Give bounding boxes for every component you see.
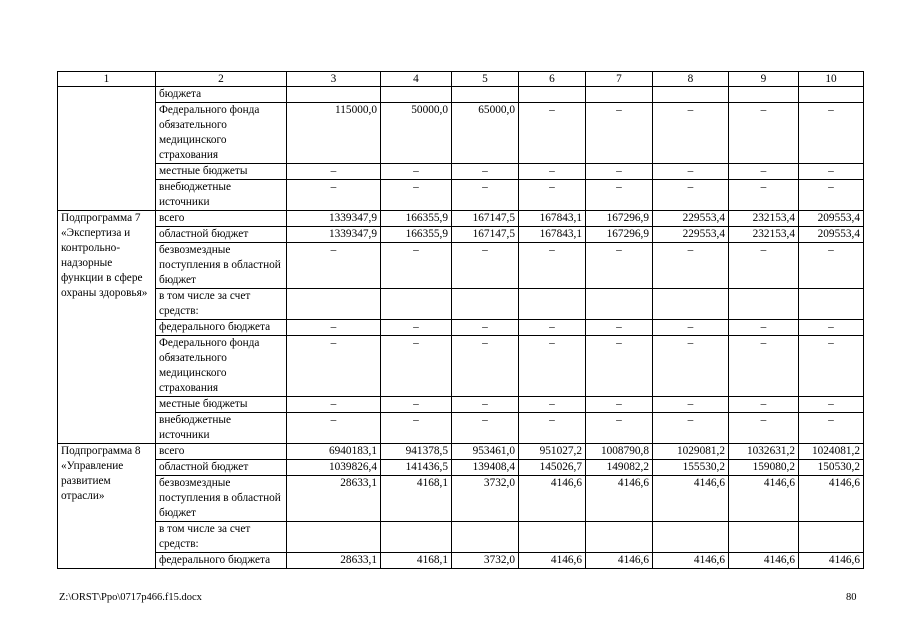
funding-source-label: бюджета (156, 87, 287, 103)
value-cell: – (653, 413, 729, 444)
value-cell: – (799, 413, 864, 444)
value-cell: – (287, 320, 381, 336)
table-row (58, 87, 864, 103)
funding-source-label: федерального бюджета (156, 553, 287, 569)
value-cell: – (519, 243, 586, 289)
value-cell: 4146,6 (586, 553, 653, 569)
table-row (58, 413, 864, 444)
value-cell: 141436,5 (381, 460, 452, 476)
funding-source-label: областной бюджет (156, 460, 287, 476)
funding-source-label: местные бюджеты (156, 164, 287, 180)
table-row (58, 553, 864, 569)
table-row (58, 289, 864, 320)
value-cell: 65000,0 (452, 103, 519, 164)
value-cell: 4168,1 (381, 553, 452, 569)
value-cell: – (519, 180, 586, 211)
value-cell: – (729, 164, 799, 180)
funding-source-label: в том числе за счет средств: (156, 289, 287, 320)
value-cell: – (586, 336, 653, 397)
funding-source-label: безвозмездные поступления в областной бюджет (156, 476, 287, 522)
value-cell (729, 289, 799, 320)
value-cell: – (799, 243, 864, 289)
value-cell: – (799, 336, 864, 397)
value-cell: 6940183,1 (287, 444, 381, 460)
value-cell: 4146,6 (653, 553, 729, 569)
value-cell: – (653, 336, 729, 397)
value-cell: 149082,2 (586, 460, 653, 476)
value-cell: 4146,6 (729, 476, 799, 522)
value-cell: – (586, 243, 653, 289)
value-cell (799, 289, 864, 320)
funding-source-label: областной бюджет (156, 227, 287, 243)
value-cell: – (729, 397, 799, 413)
value-cell (729, 522, 799, 553)
value-cell (287, 289, 381, 320)
value-cell: – (452, 164, 519, 180)
value-cell: 3732,0 (452, 476, 519, 522)
value-cell: 1339347,9 (287, 211, 381, 227)
value-cell: 4146,6 (519, 476, 586, 522)
value-cell: 1024081,2 (799, 444, 864, 460)
value-cell: – (452, 180, 519, 211)
funding-source-label: внебюджетные источники (156, 413, 287, 444)
value-cell: – (729, 103, 799, 164)
value-cell: – (381, 164, 452, 180)
value-cell: 139408,4 (452, 460, 519, 476)
value-cell (729, 87, 799, 103)
column-number: 5 (452, 72, 519, 87)
value-cell: – (381, 397, 452, 413)
value-cell: – (287, 243, 381, 289)
value-cell (799, 87, 864, 103)
value-cell (653, 289, 729, 320)
program-name-cell (58, 87, 156, 211)
value-cell: – (653, 320, 729, 336)
value-cell: – (729, 243, 799, 289)
value-cell: 28633,1 (287, 553, 381, 569)
table-row (58, 211, 864, 227)
table-row (58, 243, 864, 289)
value-cell: 4146,6 (653, 476, 729, 522)
value-cell: 155530,2 (653, 460, 729, 476)
value-cell: – (653, 103, 729, 164)
value-cell: 145026,7 (519, 460, 586, 476)
value-cell: 4168,1 (381, 476, 452, 522)
value-cell: 229553,4 (653, 227, 729, 243)
value-cell: 167843,1 (519, 211, 586, 227)
value-cell: – (729, 180, 799, 211)
value-cell (452, 289, 519, 320)
value-cell (519, 87, 586, 103)
value-cell: – (287, 413, 381, 444)
value-cell: – (381, 413, 452, 444)
program-name-cell: Подпрограмма 7 «Экспертиза и контрольно-надзорные функции в сфере охраны здоровья» (58, 211, 156, 444)
funding-source-label: Федерального фонда обязательного медицинского страхования (156, 103, 287, 164)
value-cell: 951027,2 (519, 444, 586, 460)
value-cell: – (381, 180, 452, 211)
value-cell: 1032631,2 (729, 444, 799, 460)
value-cell (287, 522, 381, 553)
value-cell: 159080,2 (729, 460, 799, 476)
table-row (58, 336, 864, 397)
value-cell: – (381, 243, 452, 289)
value-cell: – (729, 413, 799, 444)
column-number: 2 (156, 72, 287, 87)
value-cell (586, 87, 653, 103)
value-cell: – (519, 413, 586, 444)
value-cell: – (519, 103, 586, 164)
value-cell: 167147,5 (452, 211, 519, 227)
value-cell: 953461,0 (452, 444, 519, 460)
value-cell: 1008790,8 (586, 444, 653, 460)
value-cell: 232153,4 (729, 227, 799, 243)
value-cell (452, 522, 519, 553)
value-cell: 4146,6 (729, 553, 799, 569)
column-number: 1 (58, 72, 156, 87)
value-cell: 167296,9 (586, 227, 653, 243)
value-cell: 209553,4 (799, 227, 864, 243)
value-cell (586, 289, 653, 320)
value-cell: – (586, 397, 653, 413)
funding-source-label: всего (156, 444, 287, 460)
file-path: Z:\ORST\Ppo\0717p466.f15.docx (59, 592, 202, 603)
value-cell: 4146,6 (519, 553, 586, 569)
funding-source-label: безвозмездные поступления в областной бюджет (156, 243, 287, 289)
value-cell: – (653, 243, 729, 289)
table-header-row (58, 72, 864, 87)
value-cell: – (799, 103, 864, 164)
value-cell: – (653, 180, 729, 211)
value-cell: 167843,1 (519, 227, 586, 243)
value-cell: 1029081,2 (653, 444, 729, 460)
funding-source-label: в том числе за счет средств: (156, 522, 287, 553)
value-cell: 115000,0 (287, 103, 381, 164)
value-cell: 1339347,9 (287, 227, 381, 243)
value-cell: – (452, 243, 519, 289)
funding-source-label: всего (156, 211, 287, 227)
value-cell: – (287, 180, 381, 211)
value-cell: – (452, 397, 519, 413)
table-row (58, 320, 864, 336)
program-name-cell: Подпрограмма 8 «Управление развитием отрасли» (58, 444, 156, 569)
value-cell: 941378,5 (381, 444, 452, 460)
value-cell: – (799, 164, 864, 180)
value-cell (653, 522, 729, 553)
value-cell: 232153,4 (729, 211, 799, 227)
value-cell: – (653, 397, 729, 413)
value-cell: – (799, 397, 864, 413)
funding-source-label: федерального бюджета (156, 320, 287, 336)
value-cell: 28633,1 (287, 476, 381, 522)
page-number: 80 (846, 592, 857, 603)
table-row (58, 522, 864, 553)
value-cell: – (586, 103, 653, 164)
value-cell: – (519, 397, 586, 413)
value-cell: 167296,9 (586, 211, 653, 227)
value-cell: – (519, 336, 586, 397)
table-row (58, 397, 864, 413)
table-row (58, 180, 864, 211)
column-number: 10 (799, 72, 864, 87)
value-cell (381, 522, 452, 553)
table-row (58, 227, 864, 243)
value-cell: 3732,0 (452, 553, 519, 569)
value-cell (381, 289, 452, 320)
value-cell: – (452, 413, 519, 444)
table-row (58, 164, 864, 180)
value-cell (381, 87, 452, 103)
value-cell: 166355,9 (381, 227, 452, 243)
value-cell: – (653, 164, 729, 180)
column-number: 4 (381, 72, 452, 87)
value-cell (653, 87, 729, 103)
value-cell: 229553,4 (653, 211, 729, 227)
value-cell: – (586, 413, 653, 444)
value-cell: 209553,4 (799, 211, 864, 227)
value-cell: – (287, 164, 381, 180)
budget-table (57, 71, 864, 569)
table-row (58, 103, 864, 164)
value-cell: 4146,6 (799, 553, 864, 569)
value-cell (452, 87, 519, 103)
funding-source-label: местные бюджеты (156, 397, 287, 413)
value-cell: 4146,6 (799, 476, 864, 522)
column-number: 9 (729, 72, 799, 87)
value-cell: 50000,0 (381, 103, 452, 164)
value-cell: – (519, 320, 586, 336)
column-number: 6 (519, 72, 586, 87)
value-cell (519, 522, 586, 553)
value-cell: – (287, 397, 381, 413)
table-row (58, 444, 864, 460)
funding-source-label: внебюджетные источники (156, 180, 287, 211)
value-cell: – (452, 336, 519, 397)
column-number: 8 (653, 72, 729, 87)
value-cell: – (452, 320, 519, 336)
value-cell (586, 522, 653, 553)
value-cell: – (729, 336, 799, 397)
value-cell: – (799, 320, 864, 336)
value-cell: – (799, 180, 864, 211)
column-number: 7 (586, 72, 653, 87)
value-cell: 4146,6 (586, 476, 653, 522)
value-cell: – (287, 336, 381, 397)
value-cell: – (729, 320, 799, 336)
value-cell: 167147,5 (452, 227, 519, 243)
value-cell: 166355,9 (381, 211, 452, 227)
value-cell: – (586, 320, 653, 336)
value-cell: – (586, 180, 653, 211)
value-cell: – (519, 164, 586, 180)
value-cell (519, 289, 586, 320)
value-cell: – (381, 320, 452, 336)
table-row (58, 476, 864, 522)
value-cell: 150530,2 (799, 460, 864, 476)
value-cell: 1039826,4 (287, 460, 381, 476)
value-cell (799, 522, 864, 553)
column-number: 3 (287, 72, 381, 87)
funding-source-label: Федерального фонда обязательного медицинского страхования (156, 336, 287, 397)
table-row (58, 460, 864, 476)
value-cell: – (586, 164, 653, 180)
value-cell (287, 87, 381, 103)
value-cell: – (381, 336, 452, 397)
